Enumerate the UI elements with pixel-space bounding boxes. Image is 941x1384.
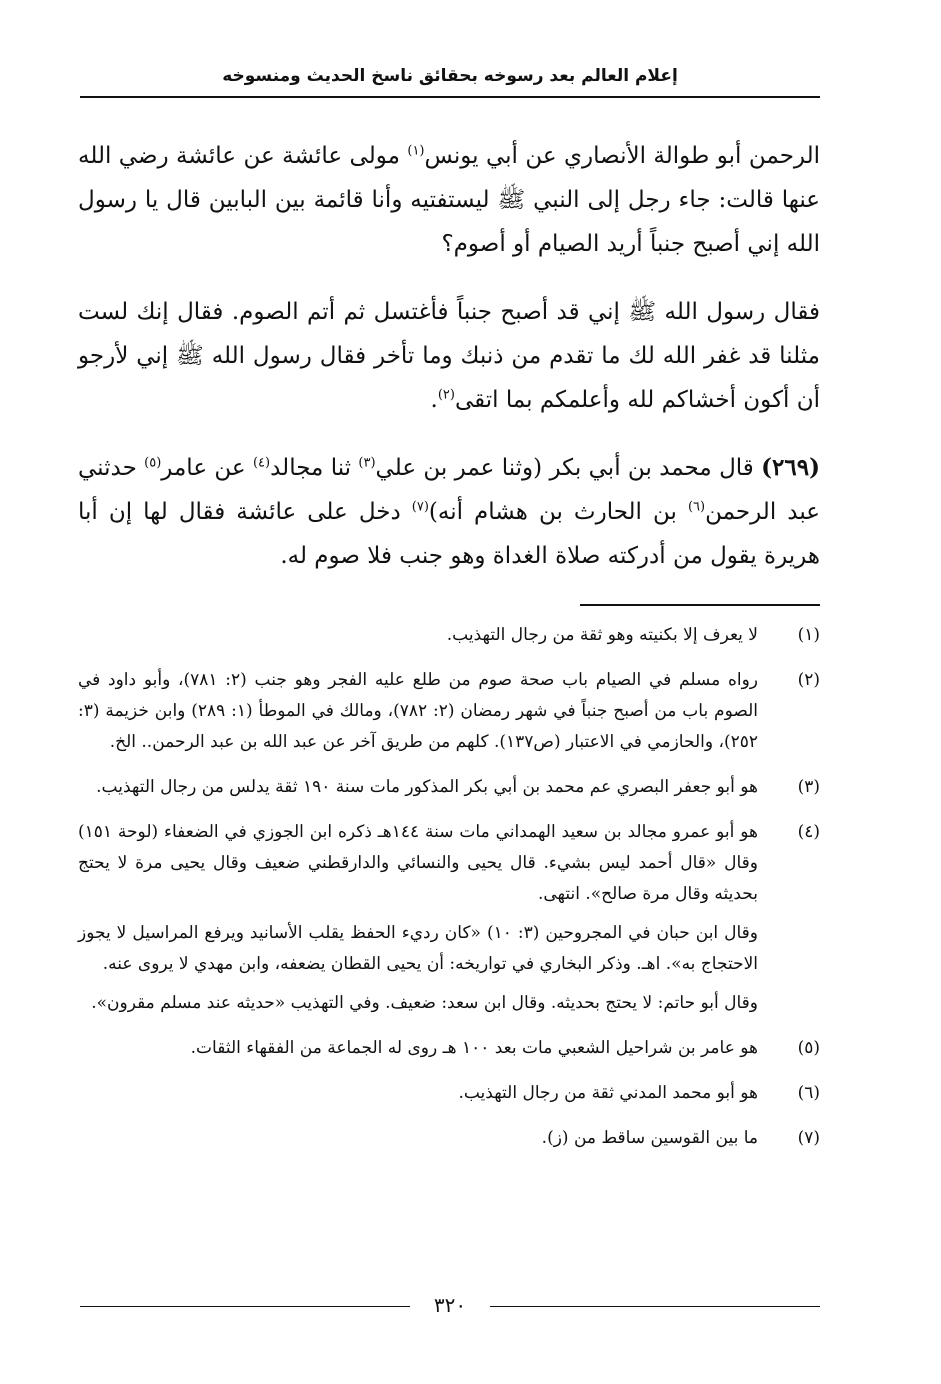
- text-run: مولى عائشة عن عائشة رضي الله عنها قالت: جاء رجل إلى النبي ﷺ ليستفتيه وأنا قائمة بين البابين قال يا رسول الله إني أصبح جنباً أريد الصيام أو أصوم؟: [78, 143, 820, 257]
- text-run: حدثني عبد الرحمن: [78, 455, 820, 525]
- footnote-text: [78, 620, 758, 659]
- footnote-6: [78, 1078, 820, 1117]
- text-run: عن عامر: [161, 455, 253, 481]
- footnotes: [78, 620, 820, 1168]
- footnote-number: (٦): [797, 1083, 820, 1103]
- footnote-text: [78, 665, 758, 766]
- footnote-ref-5: (٥): [144, 455, 162, 471]
- footnote-ref-6: (٦): [687, 499, 706, 515]
- text-run: ثنا مجالد: [270, 455, 359, 481]
- footnote-5: [78, 1033, 820, 1072]
- footnote-4: [78, 817, 820, 1027]
- text-run: دخل على عائشة فقال لها إن أبا هريرة يقول من أدركته صلاة الغداة وهو جنب فلا صوم له.: [78, 499, 820, 569]
- paragraph-1: [78, 134, 820, 266]
- footnote-paragraph: لا يعرف إلا بكنيته وهو ثقة من رجال التهذيب.: [446, 625, 758, 645]
- main-text: [78, 134, 820, 602]
- header-rule: [80, 96, 820, 98]
- footnote-number: (٥): [797, 1038, 820, 1058]
- footnote-text: [78, 817, 758, 1027]
- footnote-text: [78, 1033, 758, 1072]
- footnote-number: (٧): [797, 1128, 820, 1148]
- footnote-ref-3: (٣): [358, 455, 376, 471]
- footnote-ref-1: (١): [407, 143, 425, 159]
- footnote-ref-7: (٧): [411, 499, 429, 515]
- footnote-paragraph: رواه مسلم في الصيام باب صحة صوم من طلع عليه الفجر وهو جنب (٢: ٧٨١)، وأبو داود في الصوم باب من أصبح جنباً في شهر رمضان (٢: ٧٨٢)، ومالك في الموطأ (١: ٢٨٩) وابن خزيمة (٣: ٢٥٢)، والحازمي في الاعتبار (ص١٣٧). كلهم من طريق آخر عن عبد الله بن عبد الرحمن.. الخ.: [78, 670, 758, 752]
- footnote-paragraph: وقال أبو حاتم: لا يحتج بحديثه. وقال ابن سعد: ضعيف. وفي التهذيب «حديثه عند مسلم مقرون».: [91, 993, 758, 1013]
- footnote-text: [78, 1123, 758, 1162]
- running-header: إعلام العالم بعد رسوخه بحقائق ناسخ الحديث ومنسوخه: [222, 66, 678, 86]
- footer-rule-right: [490, 1306, 820, 1307]
- footnote-ref-2: (٢): [437, 387, 455, 403]
- hadith-number: (٢٦٩): [761, 454, 820, 481]
- page-number: ٣٢٠: [433, 1293, 467, 1317]
- footnote-number: (٢): [797, 670, 820, 690]
- footnote-paragraph: وقال ابن حبان في المجروحين (٣: ١٠) «كان رديء الحفظ يقلب الأسانيد ويرفع المراسيل لا يجوز الاحتجاج به». اهـ. وذكر البخاري في تواريخه: أن يحيى القطان يضعفه، وابن مهدي لا يروى عنه.: [78, 923, 759, 974]
- footnote-2: [78, 665, 820, 766]
- text-run: الرحمن أبو طوالة الأنصاري عن أبي يونس: [424, 143, 820, 169]
- footnote-3: [78, 772, 820, 811]
- text-run: بن الحارث بن هشام أنه): [428, 499, 688, 525]
- footnote-text: [78, 772, 758, 811]
- footnote-7: [78, 1123, 820, 1162]
- footnote-paragraph: هو أبو عمرو مجالد بن سعيد الهمداني مات سنة ١٤٤هـ ذكره ابن الجوزي في الضعفاء (لوحة ١٥١) وقال «قال أحمد ليس بشيء. قال يحيى والنسائي والدارقطني ضعيف وقال يحيى مرة لا يحتج بحديثه وقال مرة صالح». انتهى.: [78, 822, 758, 904]
- footnote-paragraph: هو أبو محمد المدني ثقة من رجال التهذيب.: [458, 1083, 758, 1103]
- footnote-ref-4: (٤): [252, 455, 271, 471]
- footnote-separator: [580, 604, 820, 606]
- footer-rule-left: [80, 1306, 410, 1307]
- text-run: قال محمد بن أبي بكر (وثنا عمر بن علي: [375, 455, 762, 481]
- footnote-1: [78, 620, 820, 659]
- footnote-paragraph: هو أبو جعفر البصري عم محمد بن أبي بكر المذكور مات سنة ١٩٠ ثقة يدلس من رجال التهذيب.: [96, 777, 758, 797]
- footnote-paragraph: ما بين القوسين ساقط من (ز).: [541, 1128, 758, 1148]
- footnote-text: [78, 1078, 758, 1117]
- paragraph-3: [78, 446, 820, 578]
- footnote-paragraph: هو عامر بن شراحيل الشعبي مات بعد ١٠٠ هـ روى له الجماعة من الفقهاء الثقات.: [190, 1038, 758, 1058]
- page-footer: [80, 1290, 820, 1320]
- footnote-number: (٤): [797, 822, 820, 842]
- text-run: فقال رسول الله ﷺ إني قد أصبح جنباً فأغتسل ثم أتم الصوم. فقال إنك لست مثلنا قد غفر الله لك ما تقدم من ذنبك وما تأخر فقال رسول الله ﷺ إني لأرجو أن أكون أخشاكم لله وأعلمكم بما اتقى: [78, 299, 820, 413]
- paragraph-2: [78, 290, 820, 422]
- footnote-number: (١): [797, 625, 820, 645]
- footnote-number: (٣): [797, 777, 820, 797]
- text-run: .: [430, 387, 438, 413]
